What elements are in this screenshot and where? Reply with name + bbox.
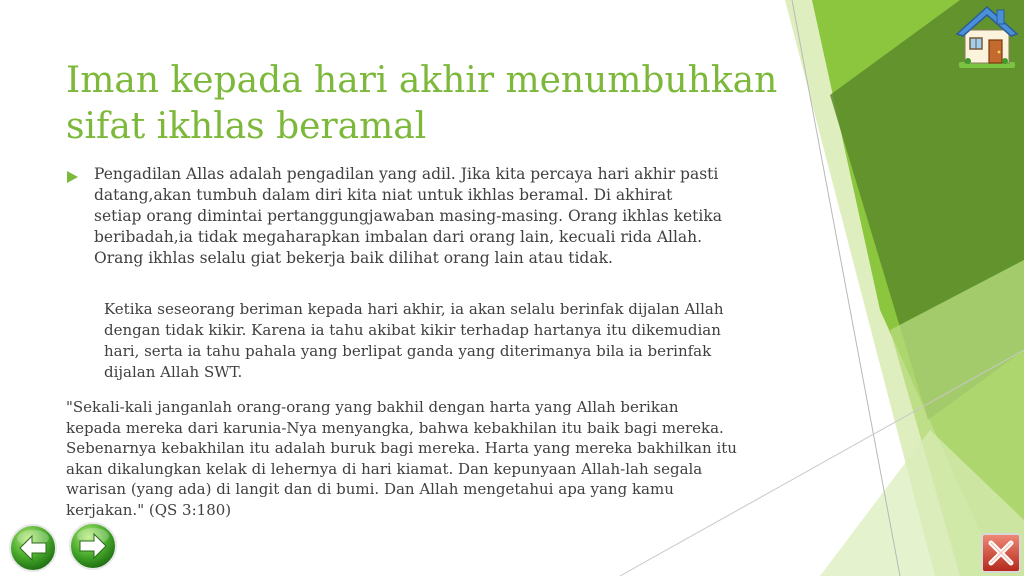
text-line: Sebenarnya kebakhilan itu adalah buruk bagi mereka. Harta yang mereka bakhilkan itu — [66, 439, 737, 457]
arrow-left-icon — [8, 523, 58, 573]
text-line: Pengadilan Allas adalah pengadilan yang adil. Jika kita percaya hari akhir pasti — [94, 165, 719, 183]
quran-quote — [66, 397, 737, 520]
text-line: beribadah,ia tidak megaharapkan imbalan dari orang lain, kecuali rida Allah. — [94, 228, 703, 246]
title-line: Iman kepada hari akhir menumbuhkan — [66, 60, 778, 101]
text-line: Ketika seseorang beriman kepada hari akhir, ia akan selalu berinfak dijalan Allah — [104, 300, 724, 318]
close-button[interactable] — [980, 532, 1022, 574]
arrow-right-icon — [68, 521, 118, 571]
text-line: warisan (yang ada) di langit dan di bumi. Dan Allah mengetahui apa yang kamu — [66, 480, 674, 498]
bullet-arrow-icon — [67, 171, 78, 183]
house-icon — [953, 2, 1021, 70]
title-line: sifat ikhlas beramal — [66, 106, 427, 147]
text-line: akan dikalungkan kelak di lehernya di hari kiamat. Dan kepunyaan Allah-lah segala — [66, 459, 703, 478]
text-line: kepada mereka dari karunia-Nya menyangka, bahwa kebakhilan itu baik bagi mereka. — [66, 418, 724, 437]
infak-paragraph — [104, 299, 724, 383]
text-line: dijalan Allah SWT. — [104, 363, 243, 381]
text-line: dengan tidak kikir. Karena ia tahu akibat kikir terhadap hartanya itu dikemudian — [104, 321, 721, 339]
text-line: "Sekali-kali janganlah orang-orang yang bakhil dengan harta yang Allah berikan — [66, 398, 679, 416]
text-line: datang,akan tumbuh dalam diri kita niat untuk ikhlas beramal. Di akhirat — [94, 186, 673, 204]
text-line: setiap orang dimintai pertanggungjawaban masing-masing. Orang ikhlas ketika — [94, 207, 722, 225]
back-button[interactable] — [8, 523, 58, 573]
home-button[interactable] — [953, 2, 1021, 70]
bullet-paragraph — [94, 164, 722, 269]
text-line: Orang ikhlas selalu giat bekerja baik dilihat orang lain atau tidak. — [94, 249, 613, 267]
text-line: hari, serta ia tahu pahala yang berlipat ganda yang diterimanya bila ia berinfak — [104, 342, 712, 360]
slide-title — [66, 58, 778, 150]
close-icon — [980, 532, 1022, 574]
forward-button[interactable] — [68, 521, 118, 571]
text-line: kerjakan." (QS 3:180) — [66, 500, 232, 519]
